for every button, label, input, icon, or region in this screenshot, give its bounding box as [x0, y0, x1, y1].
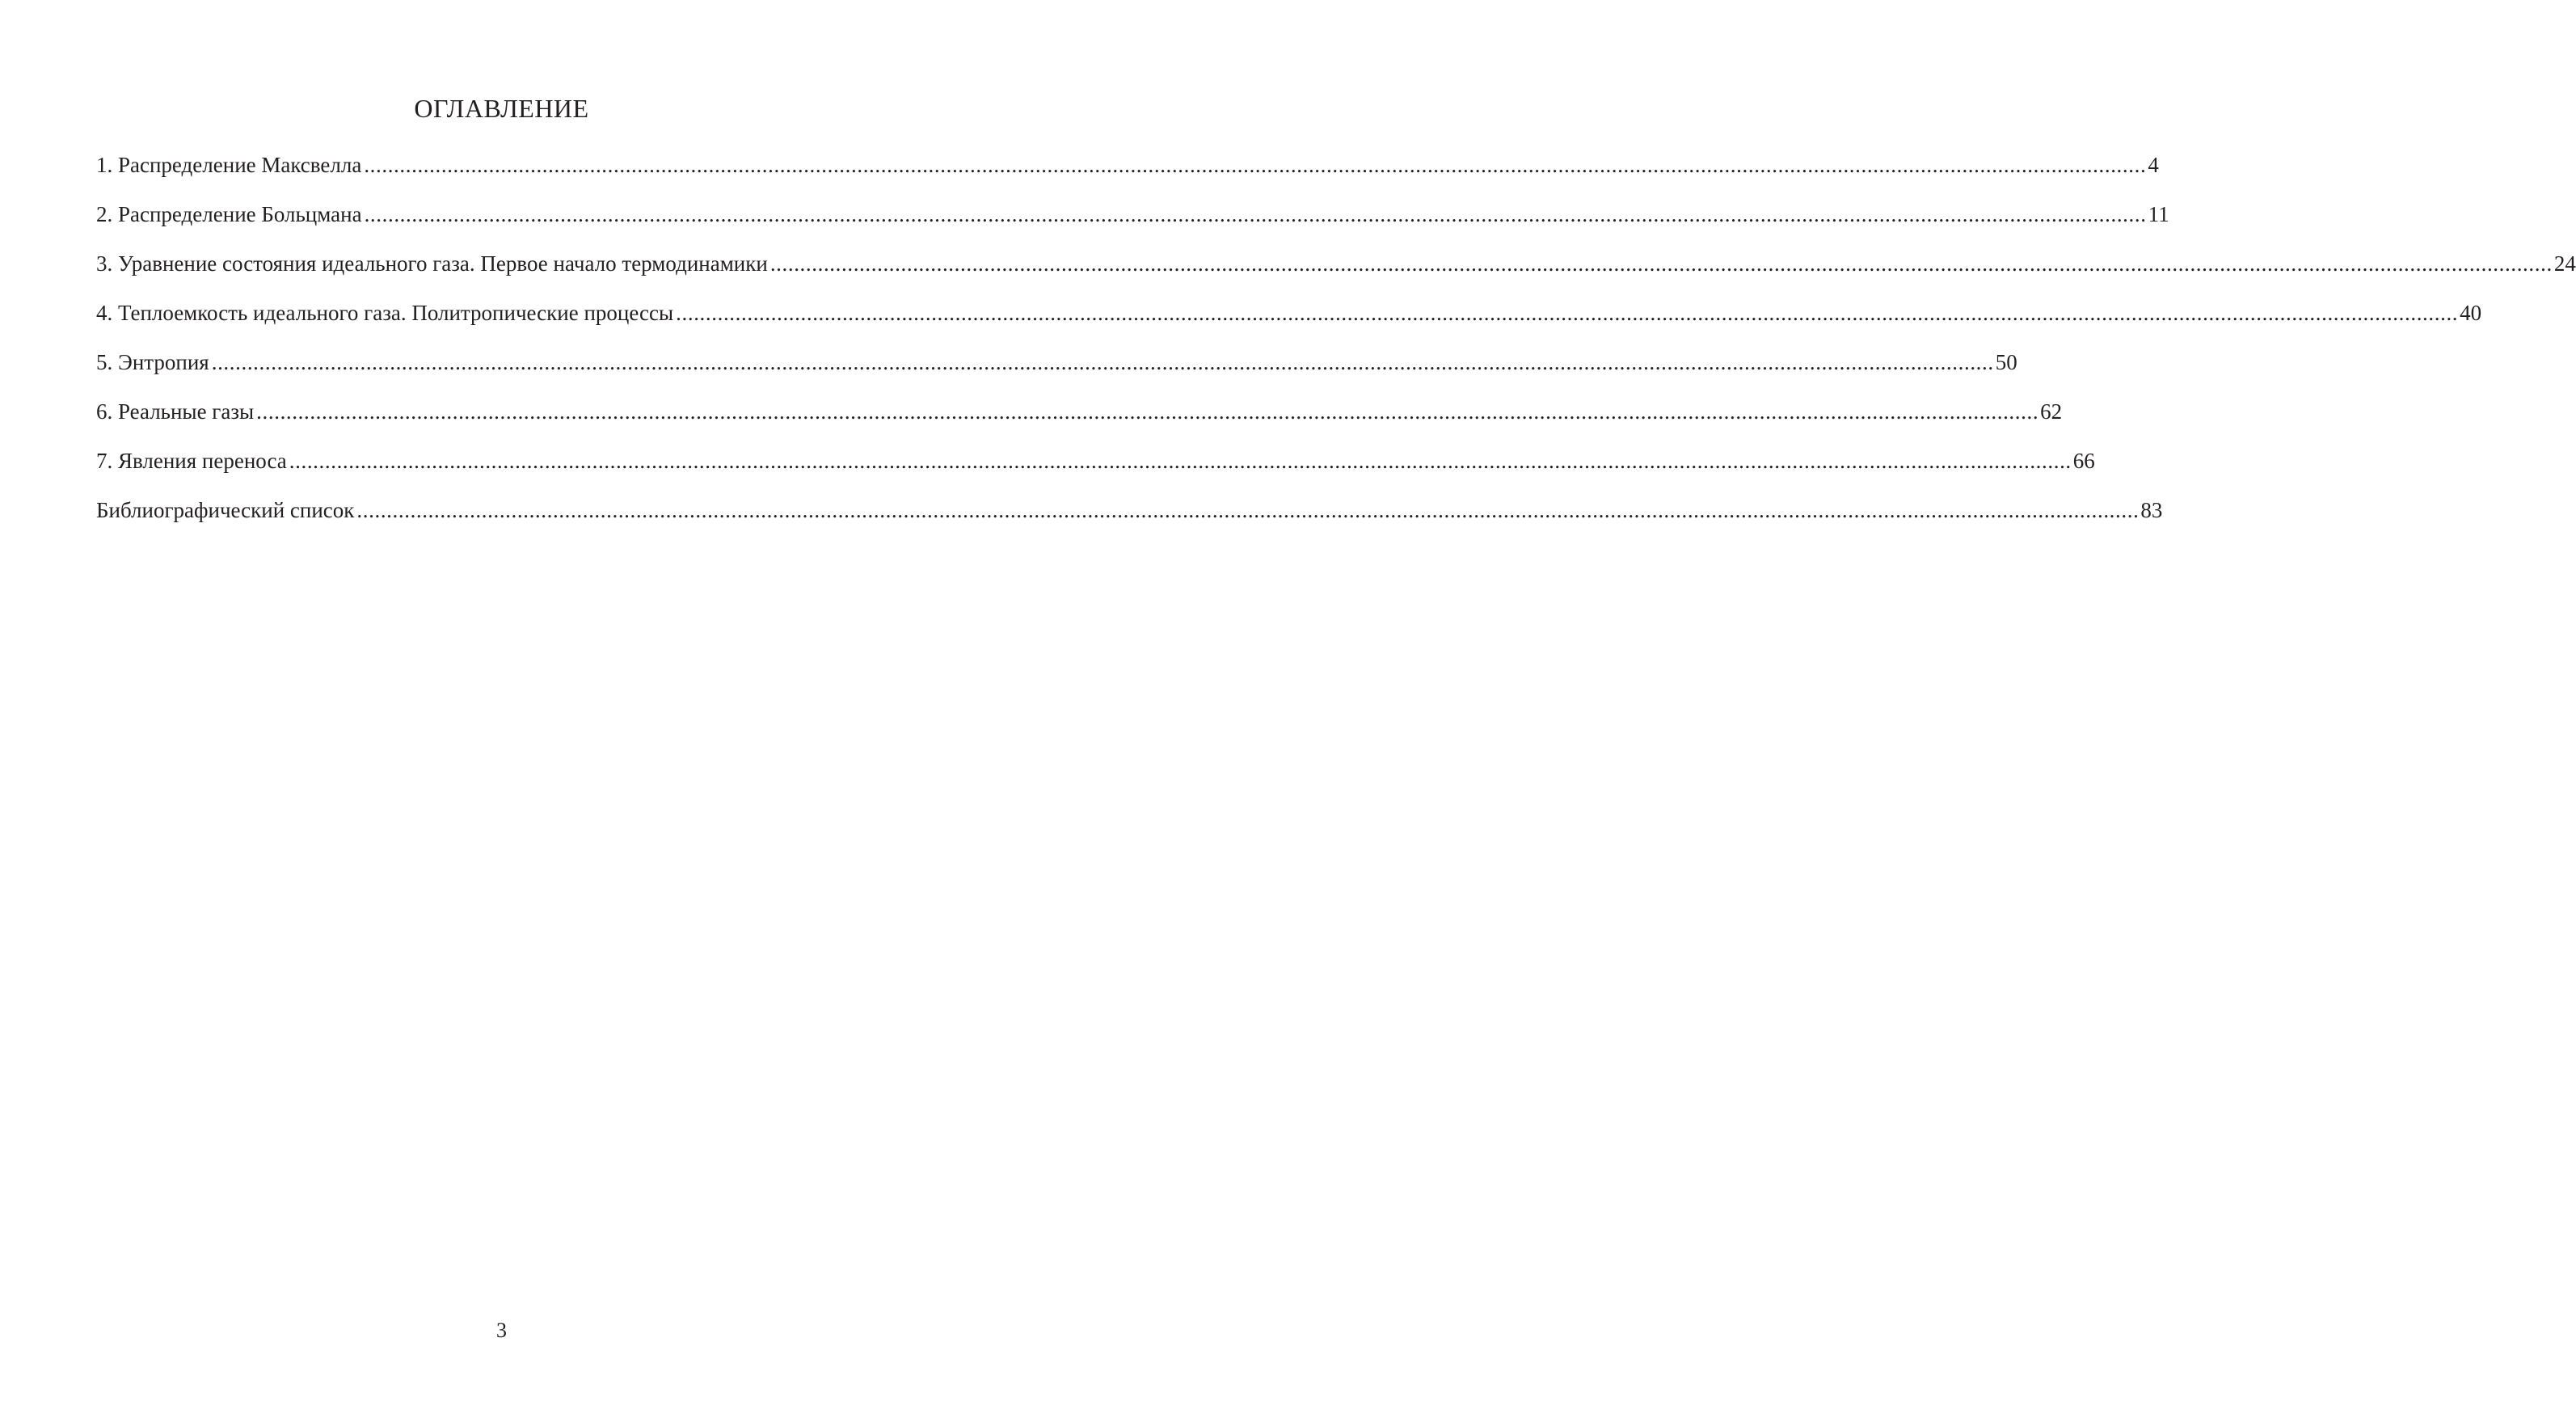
- toc-entry-title: 3. Уравнение состояния идеального газа. Первое начало термодинамики: [96, 251, 768, 276]
- toc-dot-leader: ............................................................................................................................................................................................................................................................................................................: [356, 498, 2140, 522]
- toc-dot-leader: ............................................................................................................................................................................................................................................................................................................: [769, 251, 2553, 276]
- toc-entry-page: 40: [2460, 301, 2482, 325]
- toc-entry[interactable]: [96, 395, 2063, 445]
- toc-entry-page: 24: [2553, 251, 2576, 276]
- toc-entry-title: Библиографический список: [96, 498, 355, 522]
- toc-dot-leader: ............................................................................................................................................................................................................................................................................................................: [676, 301, 2459, 325]
- toc-entry-title: 2. Распределение Больцмана: [96, 202, 362, 226]
- toc-entry-page: 62: [2040, 399, 2063, 424]
- toc-entry-title: 7. Явления переноса: [96, 449, 287, 473]
- toc-entry[interactable]: [96, 247, 2576, 297]
- toc-entry[interactable]: [96, 149, 2159, 198]
- page-title: ОГЛАВЛЕНИЕ: [414, 94, 589, 123]
- toc-entry[interactable]: [96, 198, 2169, 247]
- toc-entry[interactable]: [96, 494, 2163, 543]
- toc-entry[interactable]: [96, 346, 2017, 395]
- toc-entry-page: 11: [2148, 202, 2169, 226]
- toc-dot-leader: ............................................................................................................................................................................................................................................................................................................: [289, 449, 2072, 473]
- toc-entry-title: 4. Теплоемкость идеального газа. Политропические процессы: [96, 301, 674, 325]
- toc-entry[interactable]: [96, 445, 2095, 494]
- toc-entry-title: 5. Энтропия: [96, 350, 209, 374]
- toc-entry-title: 1. Распределение Максвелла: [96, 153, 362, 177]
- page-number: 3: [496, 1319, 507, 1342]
- toc-dot-leader: ............................................................................................................................................................................................................................................................................................................: [256, 399, 2039, 424]
- toc-entry-title: 6. Реальные газы: [96, 399, 255, 424]
- toc-entry-page: 66: [2072, 449, 2095, 473]
- toc-entry-page: 4: [2148, 153, 2159, 177]
- table-of-contents: [96, 149, 2576, 543]
- toc-entry-page: 50: [1995, 350, 2017, 374]
- toc-entry[interactable]: [96, 297, 2482, 346]
- toc-dot-leader: ............................................................................................................................................................................................................................................................................................................: [364, 202, 2147, 226]
- toc-dot-leader: ............................................................................................................................................................................................................................................................................................................: [364, 153, 2147, 177]
- toc-entry-page: 83: [2140, 498, 2163, 522]
- toc-dot-leader: ............................................................................................................................................................................................................................................................................................................: [211, 350, 1994, 374]
